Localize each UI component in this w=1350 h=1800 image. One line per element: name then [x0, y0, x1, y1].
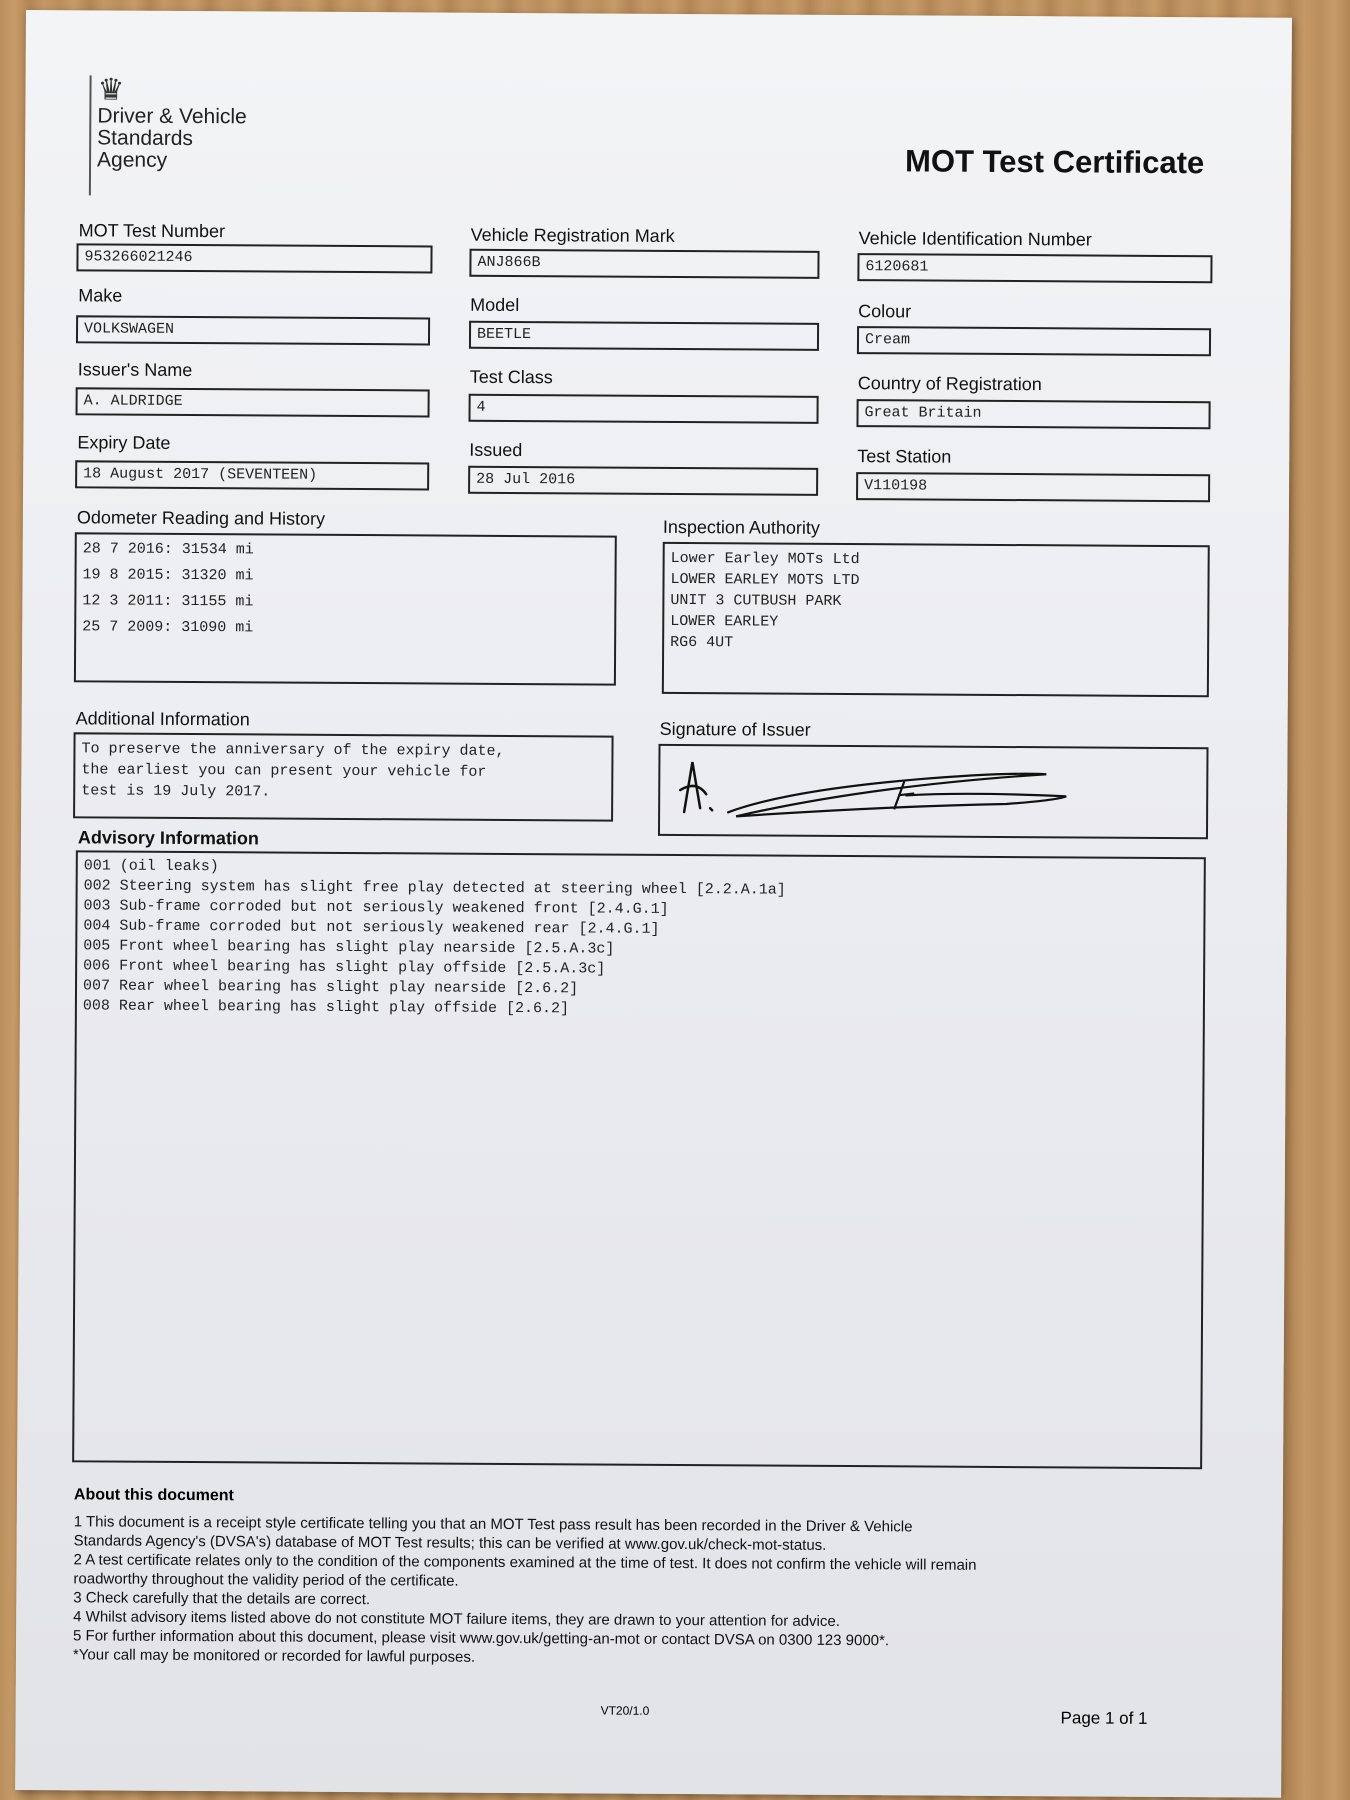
- signature-box: [658, 744, 1209, 839]
- advisory-item: 001 (oil leaks): [83, 857, 219, 876]
- country-field: Great Britain: [856, 399, 1210, 429]
- expiry-field: 18 August 2017 (SEVENTEEN): [75, 460, 429, 490]
- vin-label: Vehicle Identification Number: [858, 228, 1092, 250]
- registration-label: Vehicle Registration Mark: [470, 224, 675, 246]
- test-class-field: 4: [468, 394, 818, 424]
- advisory-box: [72, 850, 1206, 1469]
- about-line: *Your call may be monitored or recorded for lawful purposes.: [72, 1646, 476, 1666]
- form-code: VT20/1.0: [600, 1703, 650, 1718]
- odometer-entry: 25 7 2009: 31090 mi: [82, 618, 254, 637]
- issuer-field: A. ALDRIDGE: [76, 387, 430, 417]
- agency-name-line2: Standards: [97, 126, 194, 151]
- about-heading: About this document: [73, 1486, 234, 1505]
- additional-info-line: test is 19 July 2017.: [81, 782, 271, 801]
- advisory-item: 005 Front wheel bearing has slight play nearside [2.5.A.3c]: [83, 937, 615, 958]
- advisory-item: 008 Rear wheel bearing has slight play offside [2.6.2]: [82, 997, 570, 1018]
- advisory-item: 003 Sub-frame corroded but not seriously weakened front [2.4.G.1]: [83, 897, 669, 918]
- additional-info-line: the earliest you can present your vehicle for: [81, 761, 487, 781]
- colour-field: Cream: [857, 326, 1211, 356]
- inspection-line: RG6 4UT: [670, 633, 734, 652]
- test-station-label: Test Station: [857, 446, 952, 467]
- issued-label: Issued: [469, 439, 523, 461]
- certificate-sheet: [15, 10, 1292, 1798]
- handwritten-signature-icon: [666, 750, 1207, 837]
- advisory-item: 006 Front wheel bearing has slight play offside [2.5.A.3c]: [83, 957, 606, 978]
- inspection-authority-box: [662, 542, 1210, 697]
- agency-name-line3: Agency: [97, 148, 168, 172]
- colour-label: Colour: [858, 301, 912, 322]
- mot-test-number-field: 953266021246: [76, 243, 432, 273]
- mot-test-number-label: MOT Test Number: [78, 220, 226, 242]
- odometer-label: Odometer Reading and History: [76, 507, 326, 529]
- registration-field: ANJ866B: [469, 249, 819, 279]
- dvsa-logo: [89, 75, 318, 196]
- page-number: Page 1 of 1: [1060, 1708, 1148, 1728]
- test-class-label: Test Class: [469, 366, 553, 388]
- issuer-label: Issuer's Name: [77, 359, 193, 381]
- odometer-entry: 28 7 2016: 31534 mi: [82, 540, 254, 559]
- country-label: Country of Registration: [857, 373, 1042, 395]
- additional-info-box: [73, 732, 614, 821]
- advisory-item: 002 Steering system has slight free play detected at steering wheel [2.2.A.1a]: [83, 877, 786, 899]
- test-station-field: V110198: [856, 472, 1210, 502]
- about-line: 4 Whilst advisory items listed above do not constitute MOT failure items, they are drawn to your attention for advice.: [73, 1608, 840, 1631]
- inspection-authority-label: Inspection Authority: [662, 516, 821, 538]
- page-title: MOT Test Certificate: [904, 143, 1205, 181]
- about-line: 1 This document is a receipt style certificate telling you that an MOT Test pass result has been recorded in the Driver & Vehicle: [73, 1513, 913, 1536]
- model-field: BEETLE: [469, 321, 819, 351]
- issued-field: 28 Jul 2016: [468, 466, 818, 496]
- about-line: 5 For further information about this document, please visit www.gov.uk/getting-an-mot or contact DVSA on 0300 123 9000*.: [73, 1627, 890, 1650]
- signature-label: Signature of Issuer: [659, 718, 811, 740]
- additional-info-line: To preserve the anniversary of the expiry date,: [81, 740, 505, 760]
- about-line: Standards Agency's (DVSA's) database of MOT Test results; this can be verified at www.gov.uk/check-mot-status.: [73, 1532, 827, 1554]
- odometer-entry: 19 8 2015: 31320 mi: [82, 566, 254, 585]
- model-label: Model: [470, 294, 520, 316]
- crown-crest-icon: ♛: [97, 73, 125, 107]
- advisory-label: Advisory Information: [77, 827, 260, 849]
- about-line: 3 Check carefully that the details are correct.: [73, 1589, 371, 1609]
- make-field: VOLKSWAGEN: [76, 315, 430, 345]
- inspection-line: LOWER EARLEY: [670, 612, 779, 631]
- advisory-item: 007 Rear wheel bearing has slight play nearside [2.6.2]: [82, 977, 579, 998]
- make-label: Make: [78, 285, 123, 306]
- inspection-line: UNIT 3 CUTBUSH PARK: [670, 591, 842, 610]
- inspection-line: LOWER EARLEY MOTS LTD: [670, 570, 860, 590]
- about-line: 2 A test certificate relates only to the condition of the components examined at the time of test. It does not confirm the vehicle will remain: [73, 1551, 977, 1574]
- inspection-line: Lower Earley MOTs Ltd: [670, 549, 860, 569]
- advisory-item: 004 Sub-frame corroded but not seriously weakened rear [2.4.G.1]: [83, 917, 660, 938]
- odometer-entry: 12 3 2011: 31155 mi: [82, 592, 254, 611]
- about-text: [73, 1512, 1254, 1671]
- vin-field: 6120681: [857, 253, 1212, 283]
- odometer-history-box: [74, 532, 617, 685]
- additional-info-label: Additional Information: [75, 708, 250, 730]
- about-line: roadworthy throughout the validity period of the certificate.: [73, 1570, 459, 1590]
- expiry-label: Expiry Date: [77, 432, 171, 453]
- agency-name-line1: Driver & Vehicle: [97, 104, 247, 129]
